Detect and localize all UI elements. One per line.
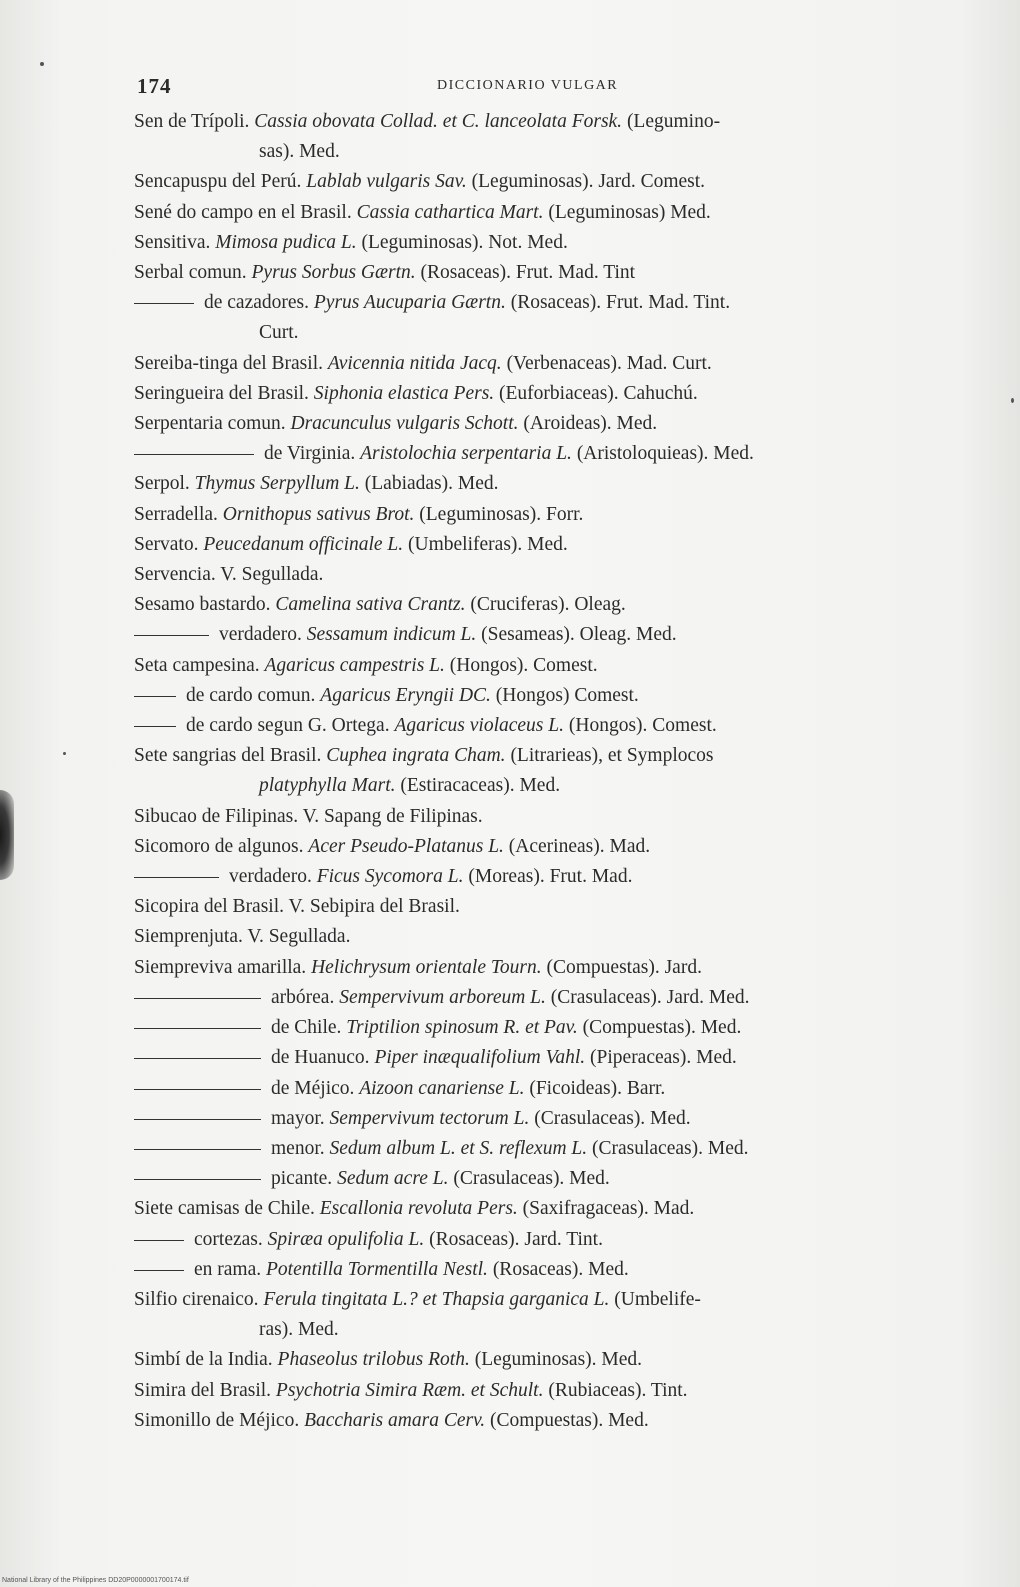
page-header <box>137 74 937 100</box>
entry-continuation-text: (Estiracaceas). Med. <box>400 775 561 797</box>
entry-details: (Hongos). Comest. <box>568 715 717 737</box>
repeat-dash <box>134 877 219 878</box>
entry-continuation-text: sas). Med. <box>259 141 340 163</box>
dictionary-entry <box>134 228 944 258</box>
entry-details: (Piperaceas). Med. <box>590 1047 737 1069</box>
entry-headword: Sereiba-tinga del Brasil. <box>134 352 323 374</box>
entry-details: (Acerineas). Mad. <box>508 835 651 857</box>
entry-headword: Siete camisas de Chile. <box>134 1198 315 1220</box>
entry-headword: de cardo comun. <box>186 684 316 706</box>
entry-headword: Serpentaria comun. <box>134 413 286 435</box>
repeat-dash <box>134 1058 261 1059</box>
dictionary-entry <box>134 1104 944 1134</box>
dictionary-entry <box>134 1043 944 1073</box>
entry-scientific-name: Piper inæqualifolium Vahl. <box>374 1047 586 1069</box>
dictionary-entry <box>134 711 944 741</box>
entry-details: (Rubiaceas). Tint. <box>548 1379 688 1401</box>
entry-scientific-name: Psychotria Simira Ræm. et Schult. <box>275 1379 544 1401</box>
repeat-dash <box>134 1240 184 1241</box>
entry-headword: Simonillo de Méjico. <box>134 1409 300 1431</box>
entry-continuation <box>134 771 944 801</box>
entry-scientific-name: Ferula tingitata L.? et Thapsia garganica L. <box>263 1288 610 1310</box>
entry-scientific-name: Pyrus Aucuparia Gærtn. <box>313 292 506 314</box>
entry-details: (Compuestas). Med. <box>582 1017 742 1039</box>
entry-details: (Ficoideas). Barr. <box>529 1077 666 1099</box>
entry-scientific-name: Lablab vulgaris Sav. <box>306 171 467 193</box>
speck <box>1011 398 1014 403</box>
entry-headword: Sicopira del Brasil. V. Sebipira del Brasil. <box>134 896 460 918</box>
entry-details: (Compuestas). Jard. <box>546 956 702 978</box>
entry-headword: Siempreviva amarilla. <box>134 956 307 978</box>
entry-scientific-name: Camelina sativa Crantz. <box>275 594 466 616</box>
dictionary-entry <box>134 379 944 409</box>
entry-scientific-name: Phaseolus trilobus Roth. <box>277 1349 470 1371</box>
entry-scientific-name: Baccharis amara Cerv. <box>304 1409 486 1431</box>
dictionary-entry <box>134 1255 944 1285</box>
entry-headword: de Virginia. <box>264 443 356 465</box>
dictionary-entry <box>134 409 944 439</box>
dictionary-entry <box>134 1285 944 1345</box>
entry-scientific-name: Escallonia revoluta Pers. <box>319 1198 518 1220</box>
dictionary-entry <box>134 167 944 197</box>
entry-headword: Servato. <box>134 533 199 555</box>
repeat-dash <box>134 726 176 727</box>
entry-headword: de cardo segun G. Ortega. <box>186 715 390 737</box>
entry-headword: menor. <box>271 1137 325 1159</box>
repeat-dash <box>134 1270 184 1271</box>
entry-details: (Leguminosas). Forr. <box>419 503 584 525</box>
entry-details: (Euforbiaceas). Cahuchú. <box>499 382 698 404</box>
dictionary-entries <box>134 107 944 1436</box>
repeat-dash <box>134 1149 261 1150</box>
entry-continuation <box>134 318 944 348</box>
entry-scientific-name: Agaricus Eryngii DC. <box>320 684 491 706</box>
dictionary-entry <box>134 892 944 922</box>
entry-headword: de cazadores. <box>204 292 310 314</box>
dictionary-entry <box>134 560 944 590</box>
dictionary-entry <box>134 349 944 379</box>
entry-details: (Moreas). Frut. Mad. <box>468 866 633 888</box>
entry-headword: Seringueira del Brasil. <box>134 382 309 404</box>
entry-details: (Crasulaceas). Jard. Med. <box>550 986 750 1008</box>
entry-headword: verdadero. <box>229 866 312 888</box>
dictionary-entry <box>134 651 944 681</box>
dictionary-entry <box>134 922 944 952</box>
repeat-dash <box>134 696 176 697</box>
binding-shadow <box>0 790 14 880</box>
running-title: DICCIONARIO VULGAR <box>437 78 619 93</box>
speck <box>40 62 44 66</box>
dictionary-entry <box>134 530 944 560</box>
entry-scientific-name: Sedum acre L. <box>337 1168 449 1190</box>
dictionary-entry <box>134 1376 944 1406</box>
dictionary-entry <box>134 590 944 620</box>
entry-scientific-name: Ornithopus sativus Brot. <box>222 503 415 525</box>
entry-headword: Sen de Trípoli. <box>134 111 250 132</box>
entry-headword: Sencapuspu del Perú. <box>134 171 302 193</box>
entry-details: (Leguminosas) Med. <box>548 201 711 223</box>
speck <box>63 752 66 755</box>
entry-headword: de Chile. <box>271 1017 342 1039</box>
entry-headword: verdadero. <box>219 624 302 646</box>
repeat-dash <box>134 303 194 304</box>
entry-scientific-name: Acer Pseudo-Platanus L. <box>308 835 504 857</box>
entry-details: (Aristoloquieas). Med. <box>576 443 754 465</box>
dictionary-entry <box>134 681 944 711</box>
entry-continuation-text: ras). Med. <box>259 1319 339 1341</box>
entry-details: (Labiadas). Med. <box>364 473 499 495</box>
entry-scientific-name: Peucedanum officinale L. <box>203 533 404 555</box>
entry-headword: cortezas. <box>194 1228 263 1250</box>
dictionary-entry <box>134 1134 944 1164</box>
entry-details: (Litrarieas), et Symplocos <box>510 745 714 767</box>
entry-scientific-name: Helichrysum orientale Tourn. <box>311 956 542 978</box>
entry-continuation <box>134 137 944 167</box>
entry-headword: de Méjico. <box>271 1077 355 1099</box>
entry-headword: Seta campesina. <box>134 654 260 676</box>
dictionary-entry <box>134 1164 944 1194</box>
entry-scientific-name: Cuphea ingrata Cham. <box>326 745 506 767</box>
entry-headword: Servencia. V. Segullada. <box>134 564 324 586</box>
entry-scientific-name: Agaricus campestris L. <box>264 654 445 676</box>
dictionary-entry <box>134 1345 944 1375</box>
dictionary-entry <box>134 258 944 288</box>
entry-details: (Saxifragaceas). Mad. <box>522 1198 695 1220</box>
dictionary-entry <box>134 832 944 862</box>
entry-details: (Crasulaceas). Med. <box>453 1168 610 1190</box>
entry-details: (Hongos) Comest. <box>495 684 639 706</box>
entry-headword: en rama. <box>194 1258 262 1280</box>
entry-continuation-scientific-name: platyphylla Mart. <box>259 775 396 797</box>
dictionary-entry <box>134 1225 944 1255</box>
dictionary-entry <box>134 1013 944 1043</box>
dictionary-entry <box>134 500 944 530</box>
dictionary-entry <box>134 288 944 348</box>
entry-scientific-name: Sempervivum tectorum L. <box>329 1107 530 1129</box>
entry-scientific-name: Agaricus violaceus L. <box>394 715 564 737</box>
entry-scientific-name: Mimosa pudica L. <box>215 231 357 253</box>
repeat-dash <box>134 635 209 636</box>
entry-headword: Serbal comun. <box>134 262 247 284</box>
entry-scientific-name: Avicennia nitida Jacq. <box>327 352 502 374</box>
dictionary-entry <box>134 620 944 650</box>
dictionary-entry <box>134 1194 944 1224</box>
entry-scientific-name: Cassia cathartica Mart. <box>356 201 544 223</box>
entry-details: (Leguminosas). Med. <box>474 1349 643 1371</box>
entry-details: (Crasulaceas). Med. <box>592 1137 749 1159</box>
entry-headword: Sete sangrias del Brasil. <box>134 745 322 767</box>
entry-headword: Simira del Brasil. <box>134 1379 272 1401</box>
entry-details: (Hongos). Comest. <box>449 654 598 676</box>
entry-continuation-text: Curt. <box>259 322 299 344</box>
entry-headword: Simbí de la India. <box>134 1349 273 1371</box>
entry-scientific-name: Aizoon canariense L. <box>359 1077 525 1099</box>
entry-details: (Rosaceas). Med. <box>492 1258 629 1280</box>
footer-credit: National Library of the Philippines DD20P0000001700174.tif <box>2 1577 189 1584</box>
dictionary-entry <box>134 439 944 469</box>
entry-headword: Serpol. <box>134 473 190 495</box>
entry-details: (Sesameas). Oleag. Med. <box>481 624 677 646</box>
entry-headword: Sené do campo en el Brasil. <box>134 201 352 223</box>
entry-scientific-name: Sempervivum arboreum L. <box>339 986 546 1008</box>
entry-details: (Rosaceas). Jard. Tint. <box>429 1228 603 1250</box>
entry-details: (Umbelife- <box>614 1288 701 1310</box>
dictionary-entry <box>134 469 944 499</box>
entry-scientific-name: Cassia obovata Collad. et C. lanceolata Forsk. <box>254 111 623 132</box>
entry-details: (Umbeliferas). Med. <box>408 533 568 555</box>
dictionary-entry <box>134 983 944 1013</box>
entry-continuation <box>134 1315 944 1345</box>
entry-scientific-name: Siphonia elastica Pers. <box>313 382 495 404</box>
entry-headword: de Huanuco. <box>271 1047 370 1069</box>
dictionary-entry <box>134 198 944 228</box>
entry-details: (Rosaceas). Frut. Mad. Tint. <box>510 292 731 314</box>
entry-details: (Crasulaceas). Med. <box>534 1107 691 1129</box>
entry-details: (Rosaceas). Frut. Mad. Tint <box>420 262 636 284</box>
dictionary-entry <box>134 953 944 983</box>
entry-headword: Silfio cirenaico. <box>134 1288 259 1310</box>
repeat-dash <box>134 998 261 999</box>
entry-headword: Serradella. <box>134 503 218 525</box>
entry-headword: Sicomoro de algunos. <box>134 835 304 857</box>
entry-headword: Siemprenjuta. V. Segullada. <box>134 926 351 948</box>
dictionary-entry <box>134 802 944 832</box>
entry-scientific-name: Spiræa opulifolia L. <box>267 1228 425 1250</box>
entry-scientific-name: Potentilla Tormentilla Nestl. <box>266 1258 488 1280</box>
entry-headword: Sibucao de Filipinas. V. Sapang de Filipinas. <box>134 805 483 827</box>
entry-headword: Sensitiva. <box>134 231 211 253</box>
entry-details: (Cruciferas). Oleag. <box>470 594 626 616</box>
entry-scientific-name: Triptilion spinosum R. et Pav. <box>346 1017 578 1039</box>
entry-details: (Leguminosas). Jard. Comest. <box>471 171 706 193</box>
entry-headword: mayor. <box>271 1107 325 1129</box>
entry-details: (Compuestas). Med. <box>490 1409 649 1431</box>
entry-scientific-name: Aristolochia serpentaria L. <box>360 443 572 465</box>
dictionary-entry <box>134 862 944 892</box>
entry-headword: picante. <box>271 1168 333 1190</box>
entry-headword: arbórea. <box>271 986 335 1008</box>
entry-headword: Sesamo bastardo. <box>134 594 271 616</box>
entry-scientific-name: Sessamum indicum L. <box>306 624 477 646</box>
entry-scientific-name: Thymus Serpyllum L. <box>194 473 360 495</box>
entry-scientific-name: Ficus Sycomora L. <box>316 866 464 888</box>
page-number: 174 <box>137 74 172 98</box>
entry-scientific-name: Pyrus Sorbus Gærtn. <box>251 262 416 284</box>
entry-details: (Leguminosas). Not. Med. <box>361 231 568 253</box>
entry-details: (Verbenaceas). Mad. Curt. <box>506 352 712 374</box>
entry-scientific-name: Dracunculus vulgaris Schott. <box>290 413 519 435</box>
dictionary-entry <box>134 1074 944 1104</box>
dictionary-entry <box>134 107 944 167</box>
dictionary-entry <box>134 1406 944 1436</box>
repeat-dash <box>134 1179 261 1180</box>
entry-details: (Legumino- <box>626 111 721 132</box>
repeat-dash <box>134 1028 261 1029</box>
entry-scientific-name: Sedum album L. et S. reflexum L. <box>329 1137 588 1159</box>
repeat-dash <box>134 454 254 455</box>
dictionary-entry <box>134 741 944 801</box>
repeat-dash <box>134 1089 261 1090</box>
entry-details: (Aroideas). Med. <box>523 413 658 435</box>
repeat-dash <box>134 1119 261 1120</box>
